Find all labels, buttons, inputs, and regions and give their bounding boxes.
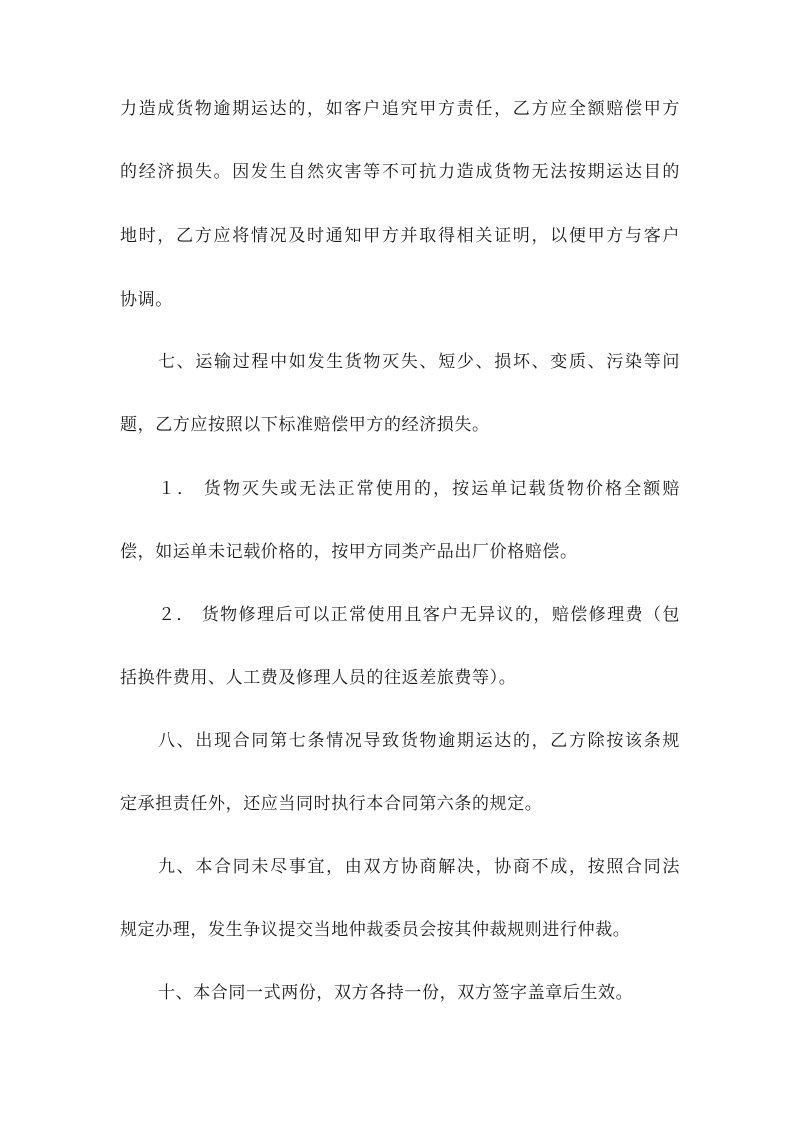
item-2-line: 括换件费用、人工费及修理人员的往返差旅费等）。	[120, 668, 517, 688]
item-2-line: ２． 货物修理后可以正常使用且客户无异议的，赔偿修理费（包	[158, 605, 680, 625]
paragraph-line: 力造成货物逾期运达的，如客户追究甲方责任，乙方应全额赔偿甲方	[120, 99, 680, 119]
item-1-line: 偿，如运单未记载价格的，按甲方同类产品出厂价格赔偿。	[120, 542, 578, 562]
paragraph-line: 地时，乙方应将情况及时通知甲方并取得相关证明，以便甲方与客户	[120, 226, 680, 246]
clause-8-line: 定承担责任外，还应当同时执行本合同第六条的规定。	[120, 794, 543, 814]
clause-8-line: 八、出现合同第七条情况导致货物逾期运达的，乙方除按该条规	[158, 731, 680, 751]
clause-7-line: 题，乙方应按照以下标准赔偿甲方的经济损失。	[120, 415, 490, 435]
paragraph-line: 的经济损失。因发生自然灾害等不可抗力造成货物无法按期运达目的	[120, 162, 680, 182]
clause-9-line: 规定办理，发生争议提交当地仲裁委员会按其仲裁规则进行仲裁。	[120, 920, 631, 940]
item-1-line: １． 货物灭失或无法正常使用的，按运单记载货物价格全额赔	[158, 479, 680, 499]
clause-10-line: 十、本合同一式两份，双方各持一份，双方签字盖章后生效。	[158, 983, 634, 1003]
clause-7-line: 七、运输过程中如发生货物灭失、短少、损坏、变质、污染等问	[158, 352, 680, 372]
paragraph-line: 协调。	[120, 290, 173, 310]
clause-9-line: 九、本合同未尽事宜，由双方协商解决，协商不成，按照合同法	[158, 857, 680, 877]
